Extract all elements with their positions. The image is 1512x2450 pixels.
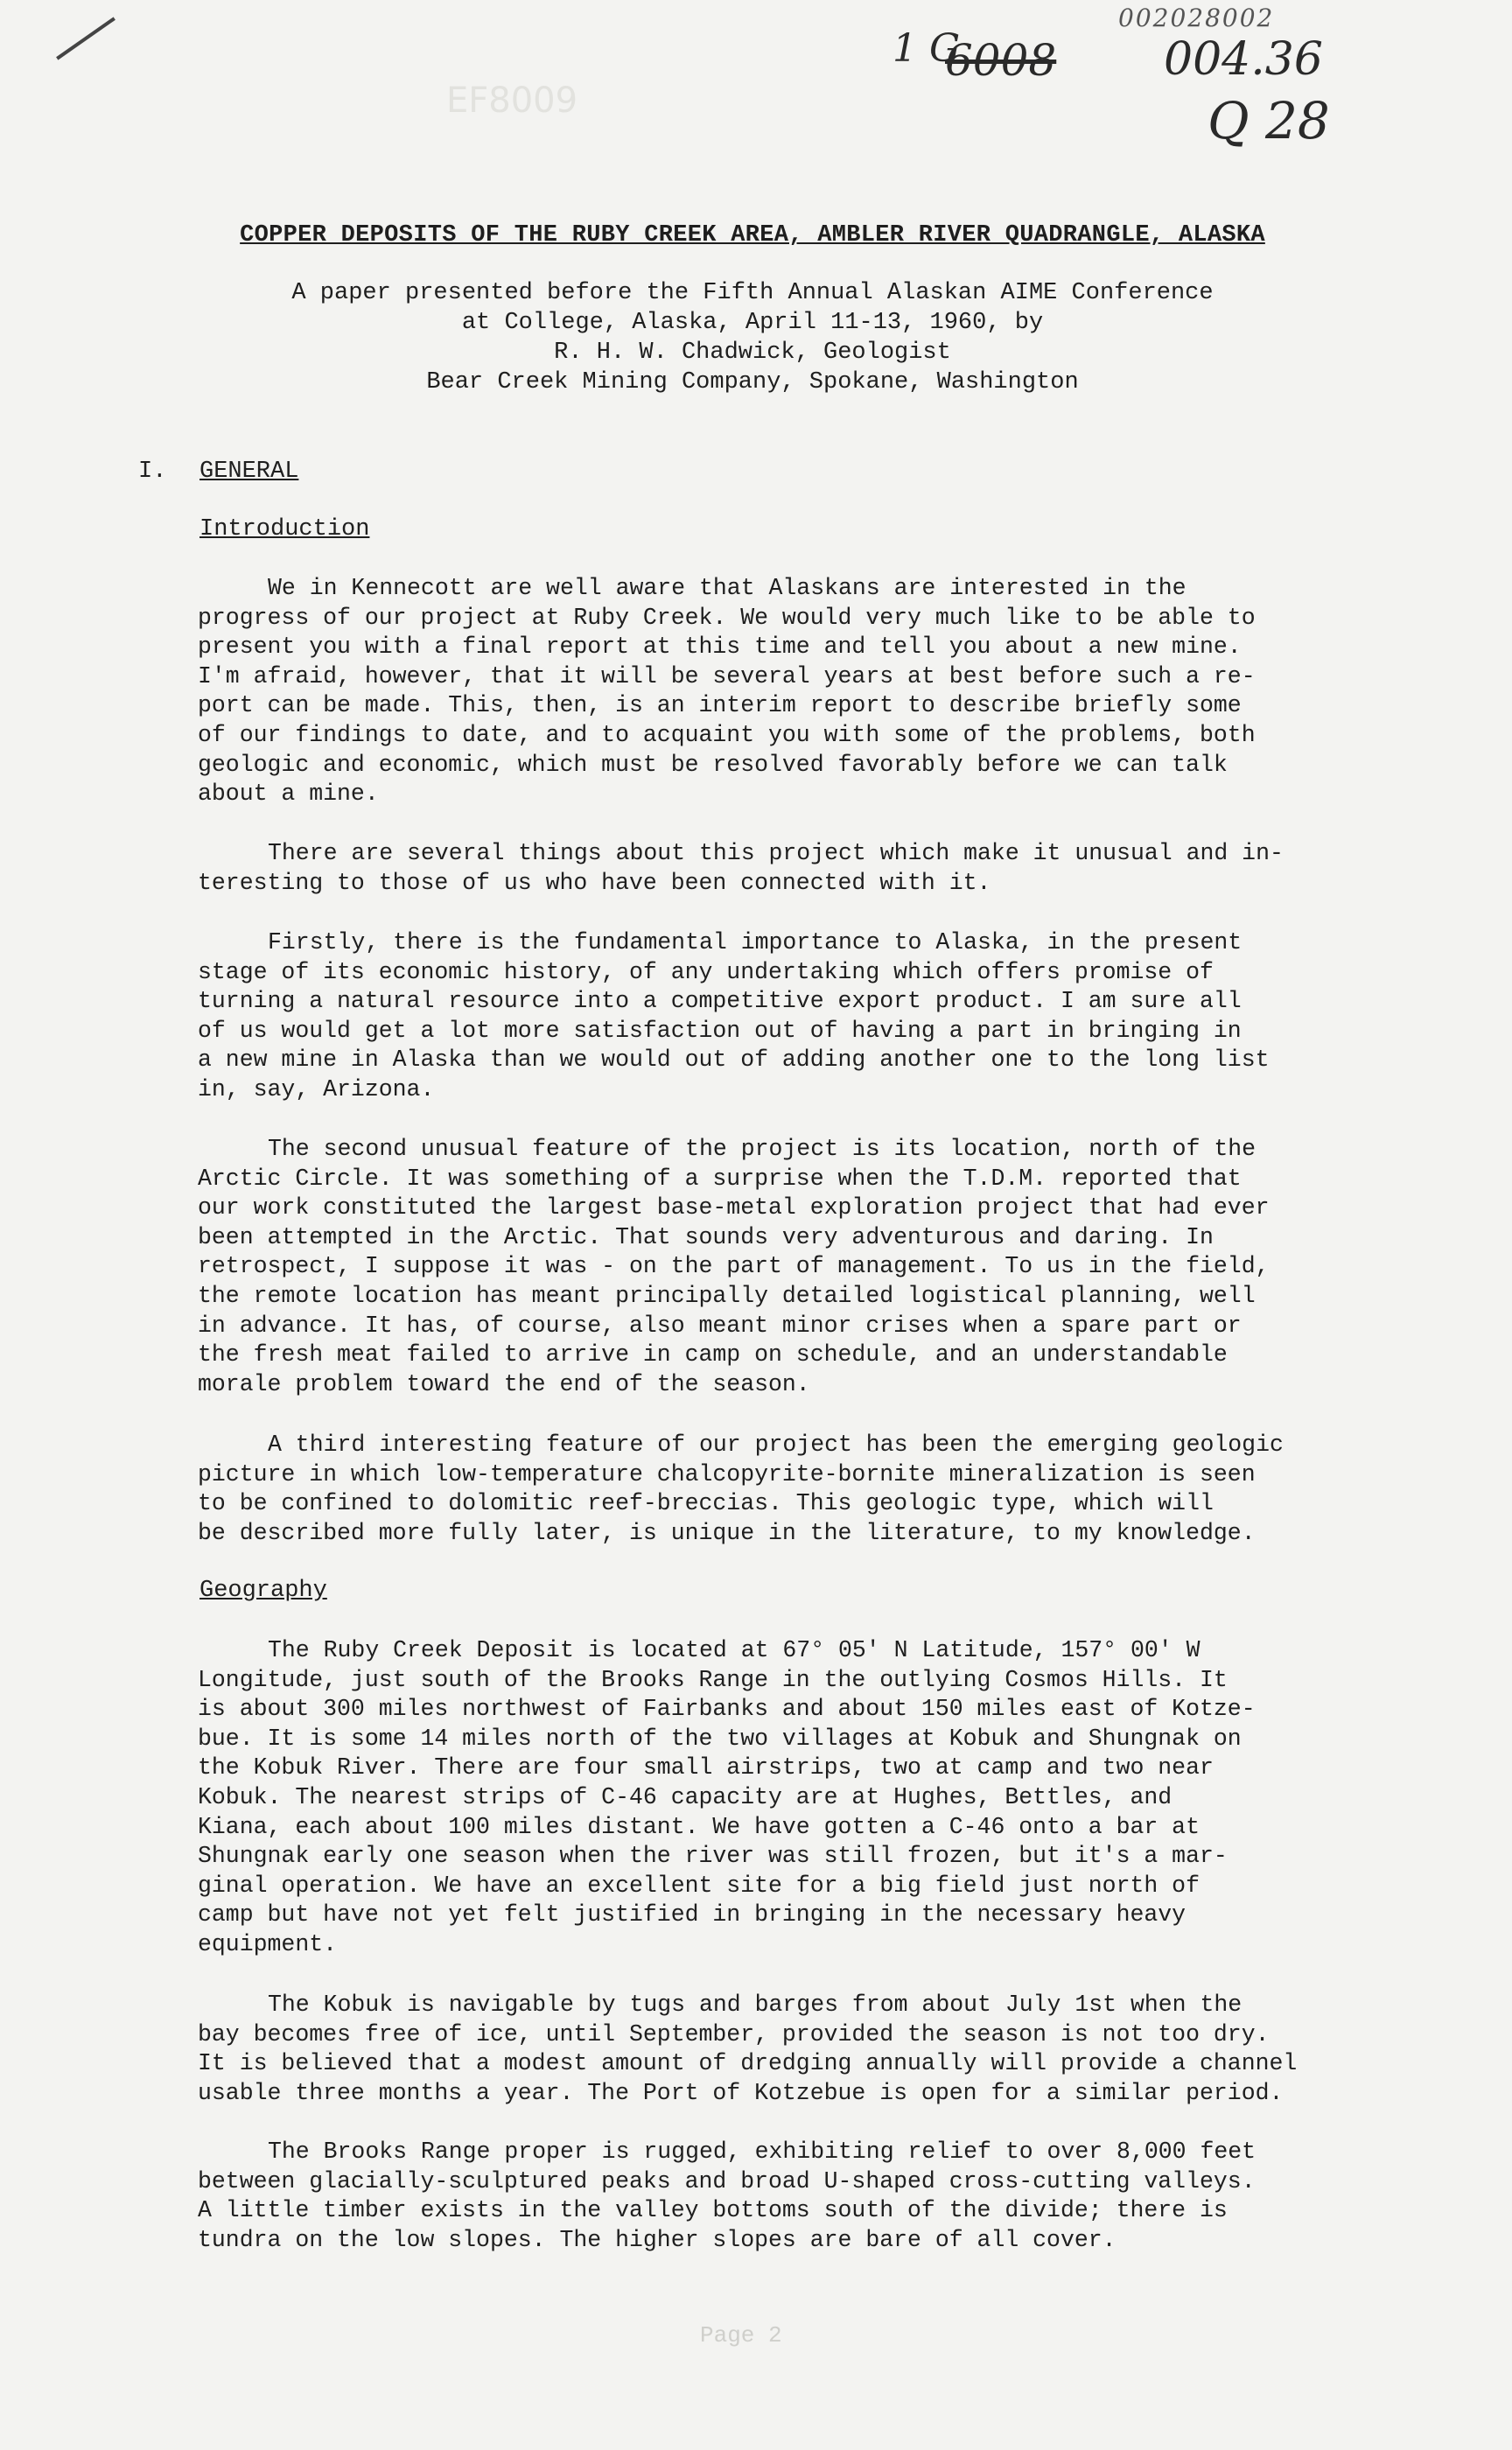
paragraph-intro-4: The second unusual feature of the project is its location, north of the Arctic Circle. It was something of a surprise when the T.D.M. reported that our work constituted the largest base-metal exploration project that had ever been attempted in the Arctic. That sounds very adventurous and daring. In retrospect, I suppose it was - on the part of management. To us in the field, the remote location has meant principally detailed logistical planning, well in advance. It has, of course, also meant minor crises when a spare part or the fresh meat failed to arrive in camp on schedule, and an understandable morale problem toward the end of the season. [198, 1136, 1270, 1397]
affiliation-line: Bear Creek Mining Company, Spokane, Washington [426, 369, 1079, 396]
handwritten-q-number: Q 28 [1208, 91, 1330, 150]
paragraph-intro-5: A third interesting feature of our project has been the emerging geologic picture in which low-temperature chalcopyrite-bornite mineralization is seen to be confined to dolomitic reef-breccias. This geologic type, which will be described more fully later, is unique in the literature, to my knowledge. [198, 1432, 1284, 1546]
bleed-through-stamp: EF8009 [446, 80, 578, 121]
heading-introduction: Introduction [200, 516, 370, 542]
subtitle-line-2: at College, Alaska, April 11-13, 1960, by [461, 310, 1044, 336]
paragraph-intro-1: We in Kennecott are well aware that Alaskans are interested in the progress of our project at Ruby Creek. We would very much like to be able to present you with a final report at this time and tell you about a new mine. I'm afraid, however, that it will be several years at best before such a re- port can be made. This, then, is an interim report to describe briefly some of our findings to date, and to acquaint you with some of the problems, both geologic and economic, which must be resolved favorably before we can talk about a mine. [198, 575, 1256, 808]
page-footer: Page 2 [700, 2322, 782, 2348]
handwritten-note-1g: 1 G [892, 26, 961, 71]
subtitle-line-1: A paper presented before the Fifth Annual Alaskan AIME Conference [291, 280, 1214, 306]
document-title: COPPER DEPOSITS OF THE RUBY CREEK AREA, AMBLER RIVER QUADRANGLE, ALASKA [240, 222, 1265, 248]
section-number: I. [138, 458, 167, 485]
heading-geography: Geography [200, 1578, 327, 1604]
handwritten-struck-number: 6008 [945, 35, 1057, 86]
paragraph-intro-3: Firstly, there is the fundamental importance to Alaska, in the present stage of its economic history, of any undertaking which offers promise of turning a natural resource into a competitive export product. I am sure all of us would get a lot more satisfaction out of having a part in bringing in a new mine in Alaska than we would out of adding another one to the long list in, say, Arizona. [198, 929, 1270, 1102]
paragraph-geography-2: The Kobuk is navigable by tugs and barges from about July 1st when the bay becomes free of ice, until September, provided the season is not too dry. It is believed that a modest amount of dredging annually will provide a channel usable three months a year. The Port of Kotzebue is open for a similar period. [198, 1992, 1298, 2106]
author-line: R. H. W. Chadwick, Geologist [554, 340, 951, 366]
paragraph-geography-1: The Ruby Creek Deposit is located at 67° 05' N Latitude, 157° 00' W Longitude, just south of the Brooks Range in the outlying Cosmos Hills. It is about 300 miles northwest of Fairbanks and about 150 miles east of Kotze- bue. It is some 14 miles north of the two villages at Kobuk and Shungnak on the Kobuk River. There are four small airstrips, two at camp and two near Kobuk. The nearest strips of C-46 capacity are at Hughes, Bettles, and Kiana, each about 100 miles distant. We have gotten a C-46 onto a bar at Shungnak early one season when the river was still frozen, but it's a mar- ginal operation. We have an excellent site for a big field just north of camp but have not yet felt justified in bringing in the necessary heavy equipment. [198, 1637, 1256, 1957]
pen-mark [56, 17, 116, 60]
paragraph-geography-3: The Brooks Range proper is rugged, exhibiting relief to over 8,000 feet between glacially-sculptured peaks and broad U-shaped cross-cutting valleys. A little timber exists in the valley bottoms south of the divide; there is tundra on the low slopes. The higher slopes are bare of all cover. [198, 2138, 1256, 2253]
section-title: GENERAL [200, 458, 299, 485]
handwritten-file-number: 004.36 [1164, 33, 1323, 86]
id-stamp: 002028002 [1118, 4, 1275, 32]
paragraph-intro-2: There are several things about this project which make it unusual and in- teresting to those of us who have been connected with it. [198, 840, 1284, 896]
